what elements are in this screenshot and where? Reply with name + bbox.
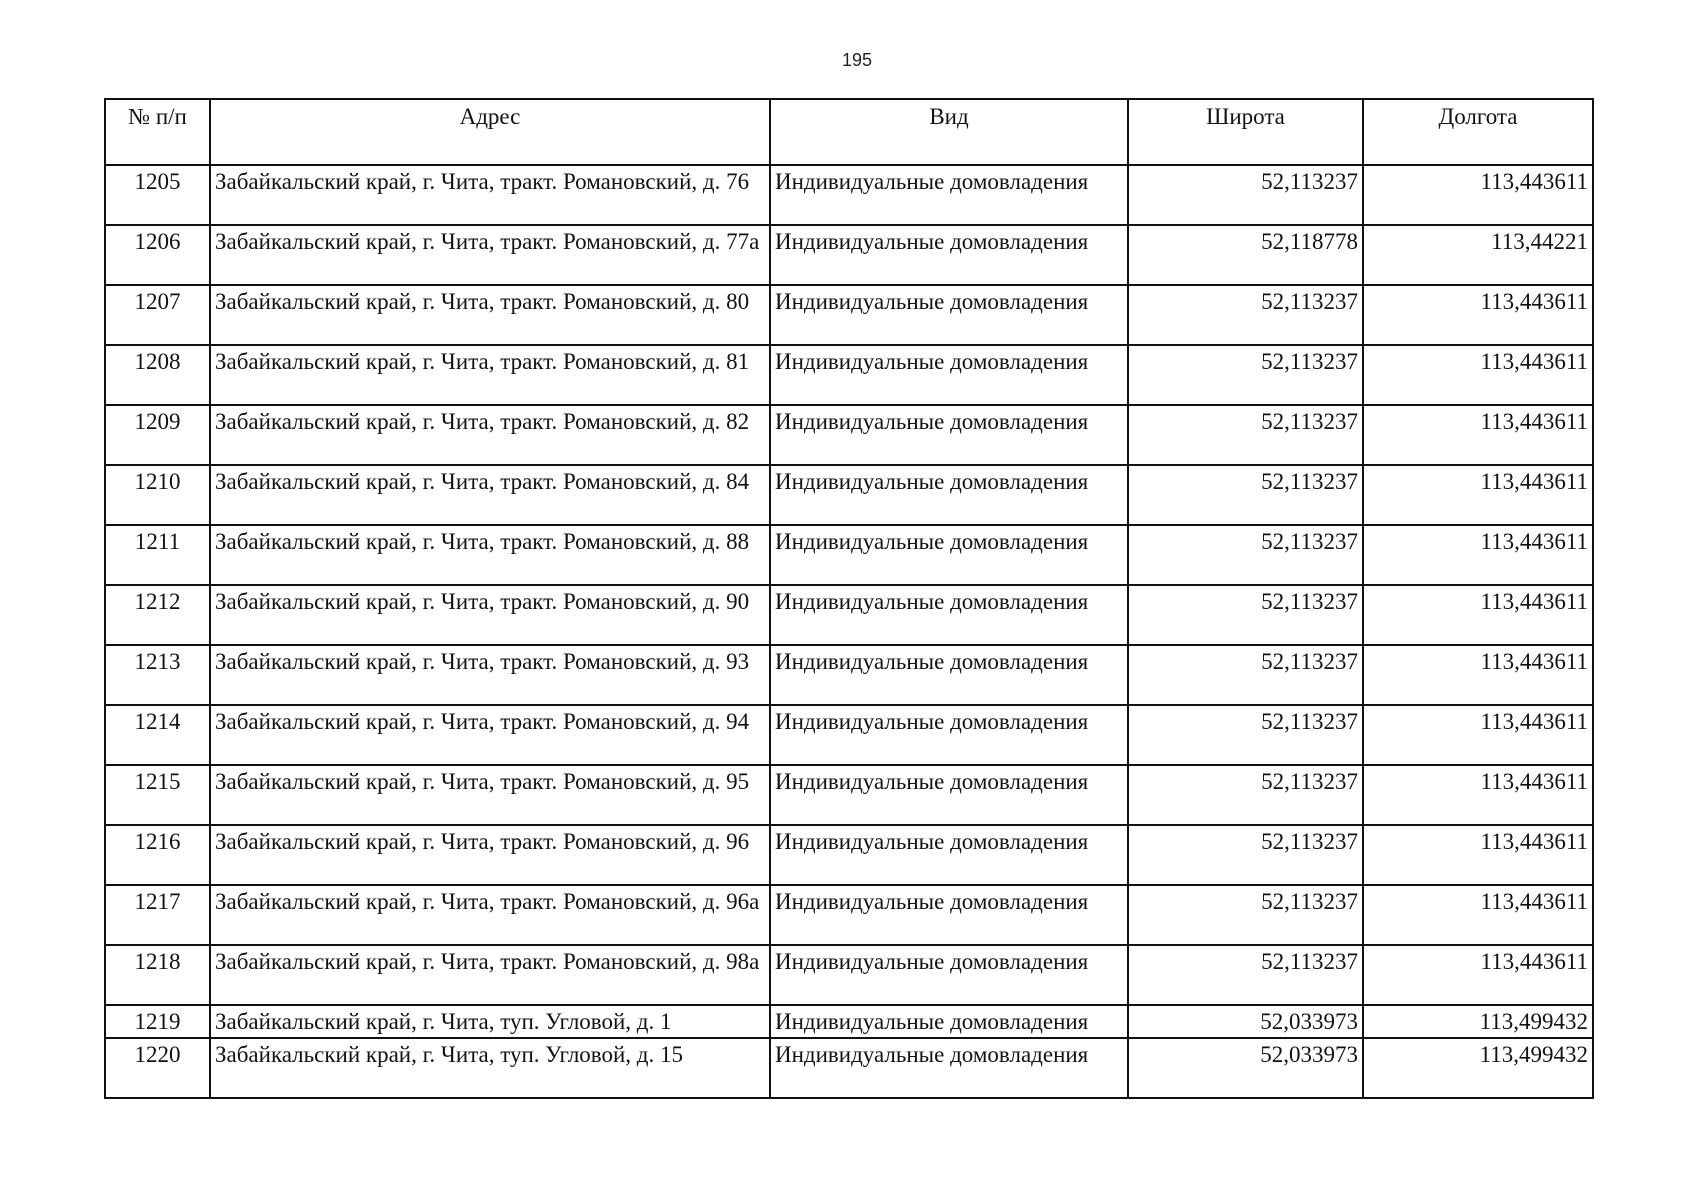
table-row [105, 885, 1593, 945]
cell-num: 1218 [105, 945, 210, 1005]
cell-longitude: 113,443611 [1363, 525, 1593, 585]
header-latitude: Широта [1128, 99, 1363, 165]
cell-longitude: 113,443611 [1363, 465, 1593, 525]
cell-kind: Индивидуальные домовладения [770, 285, 1128, 345]
cell-num: 1205 [105, 165, 210, 225]
cell-address: Забайкальский край, г. Чита, тракт. Романовский, д. 84 [210, 465, 770, 525]
table-row [105, 645, 1593, 705]
cell-num: 1212 [105, 585, 210, 645]
cell-num: 1207 [105, 285, 210, 345]
cell-longitude: 113,443611 [1363, 585, 1593, 645]
cell-latitude: 52,113237 [1128, 165, 1363, 225]
address-registry-table [104, 98, 1594, 1099]
cell-num: 1209 [105, 405, 210, 465]
cell-latitude: 52,113237 [1128, 885, 1363, 945]
cell-kind: Индивидуальные домовладения [770, 1038, 1128, 1098]
cell-kind: Индивидуальные домовладения [770, 465, 1128, 525]
cell-address: Забайкальский край, г. Чита, туп. Угловой, д. 15 [210, 1038, 770, 1098]
cell-num: 1219 [105, 1005, 210, 1038]
cell-longitude: 113,44221 [1363, 225, 1593, 285]
cell-address: Забайкальский край, г. Чита, тракт. Романовский, д. 95 [210, 765, 770, 825]
cell-address: Забайкальский край, г. Чита, тракт. Романовский, д. 90 [210, 585, 770, 645]
cell-kind: Индивидуальные домовладения [770, 405, 1128, 465]
table-row [105, 405, 1593, 465]
cell-kind: Индивидуальные домовладения [770, 885, 1128, 945]
cell-num: 1220 [105, 1038, 210, 1098]
cell-address: Забайкальский край, г. Чита, тракт. Романовский, д. 76 [210, 165, 770, 225]
cell-latitude: 52,113237 [1128, 585, 1363, 645]
table-row [105, 525, 1593, 585]
table-row [105, 705, 1593, 765]
cell-kind: Индивидуальные домовладения [770, 165, 1128, 225]
cell-kind: Индивидуальные домовладения [770, 945, 1128, 1005]
table-row [105, 945, 1593, 1005]
cell-latitude: 52,113237 [1128, 765, 1363, 825]
table-row [105, 225, 1593, 285]
table-row [105, 1038, 1593, 1098]
table-header [105, 99, 1593, 165]
cell-kind: Индивидуальные домовладения [770, 705, 1128, 765]
header-kind: Вид [770, 99, 1128, 165]
cell-address: Забайкальский край, г. Чита, тракт. Романовский, д. 96а [210, 885, 770, 945]
table-row [105, 465, 1593, 525]
table-row [105, 165, 1593, 225]
cell-longitude: 113,443611 [1363, 285, 1593, 345]
cell-num: 1217 [105, 885, 210, 945]
cell-latitude: 52,113237 [1128, 705, 1363, 765]
cell-kind: Индивидуальные домовладения [770, 825, 1128, 885]
cell-num: 1210 [105, 465, 210, 525]
cell-kind: Индивидуальные домовладения [770, 645, 1128, 705]
cell-longitude: 113,443611 [1363, 765, 1593, 825]
cell-num: 1213 [105, 645, 210, 705]
cell-longitude: 113,443611 [1363, 705, 1593, 765]
cell-latitude: 52,113237 [1128, 405, 1363, 465]
cell-latitude: 52,113237 [1128, 825, 1363, 885]
cell-num: 1211 [105, 525, 210, 585]
cell-kind: Индивидуальные домовладения [770, 765, 1128, 825]
cell-latitude: 52,113237 [1128, 945, 1363, 1005]
header-num: № п/п [105, 99, 210, 165]
cell-address: Забайкальский край, г. Чита, тракт. Романовский, д. 96 [210, 825, 770, 885]
cell-latitude: 52,118778 [1128, 225, 1363, 285]
cell-longitude: 113,443611 [1363, 645, 1593, 705]
table-row [105, 285, 1593, 345]
cell-num: 1216 [105, 825, 210, 885]
cell-address: Забайкальский край, г. Чита, тракт. Романовский, д. 82 [210, 405, 770, 465]
header-longitude: Долгота [1363, 99, 1593, 165]
cell-latitude: 52,033973 [1128, 1005, 1363, 1038]
header-row [105, 99, 1593, 165]
cell-address: Забайкальский край, г. Чита, тракт. Романовский, д. 80 [210, 285, 770, 345]
page-number: 195 [841, 50, 873, 70]
cell-longitude: 113,443611 [1363, 405, 1593, 465]
cell-kind: Индивидуальные домовладения [770, 525, 1128, 585]
table-row [105, 345, 1593, 405]
header-address: Адрес [210, 99, 770, 165]
cell-longitude: 113,499432 [1363, 1038, 1593, 1098]
cell-num: 1206 [105, 225, 210, 285]
cell-num: 1208 [105, 345, 210, 405]
cell-latitude: 52,113237 [1128, 285, 1363, 345]
cell-address: Забайкальский край, г. Чита, тракт. Романовский, д. 93 [210, 645, 770, 705]
cell-address: Забайкальский край, г. Чита, тракт. Романовский, д. 94 [210, 705, 770, 765]
cell-kind: Индивидуальные домовладения [770, 1005, 1128, 1038]
table-body [105, 165, 1593, 1098]
cell-address: Забайкальский край, г. Чита, тракт. Романовский, д. 98а [210, 945, 770, 1005]
cell-longitude: 113,443611 [1363, 885, 1593, 945]
cell-latitude: 52,113237 [1128, 345, 1363, 405]
cell-longitude: 113,443611 [1363, 165, 1593, 225]
cell-latitude: 52,113237 [1128, 645, 1363, 705]
cell-kind: Индивидуальные домовладения [770, 585, 1128, 645]
cell-latitude: 52,113237 [1128, 465, 1363, 525]
cell-longitude: 113,443611 [1363, 345, 1593, 405]
cell-kind: Индивидуальные домовладения [770, 225, 1128, 285]
cell-longitude: 113,499432 [1363, 1005, 1593, 1038]
cell-latitude: 52,113237 [1128, 525, 1363, 585]
table-row [105, 585, 1593, 645]
table-row [105, 765, 1593, 825]
cell-num: 1215 [105, 765, 210, 825]
cell-address: Забайкальский край, г. Чита, тракт. Романовский, д. 77а [210, 225, 770, 285]
cell-num: 1214 [105, 705, 210, 765]
cell-latitude: 52,033973 [1128, 1038, 1363, 1098]
cell-kind: Индивидуальные домовладения [770, 345, 1128, 405]
table-row [105, 825, 1593, 885]
table-row [105, 1005, 1593, 1038]
cell-address: Забайкальский край, г. Чита, тракт. Романовский, д. 81 [210, 345, 770, 405]
cell-address: Забайкальский край, г. Чита, туп. Угловой, д. 1 [210, 1005, 770, 1038]
cell-address: Забайкальский край, г. Чита, тракт. Романовский, д. 88 [210, 525, 770, 585]
cell-longitude: 113,443611 [1363, 825, 1593, 885]
cell-longitude: 113,443611 [1363, 945, 1593, 1005]
